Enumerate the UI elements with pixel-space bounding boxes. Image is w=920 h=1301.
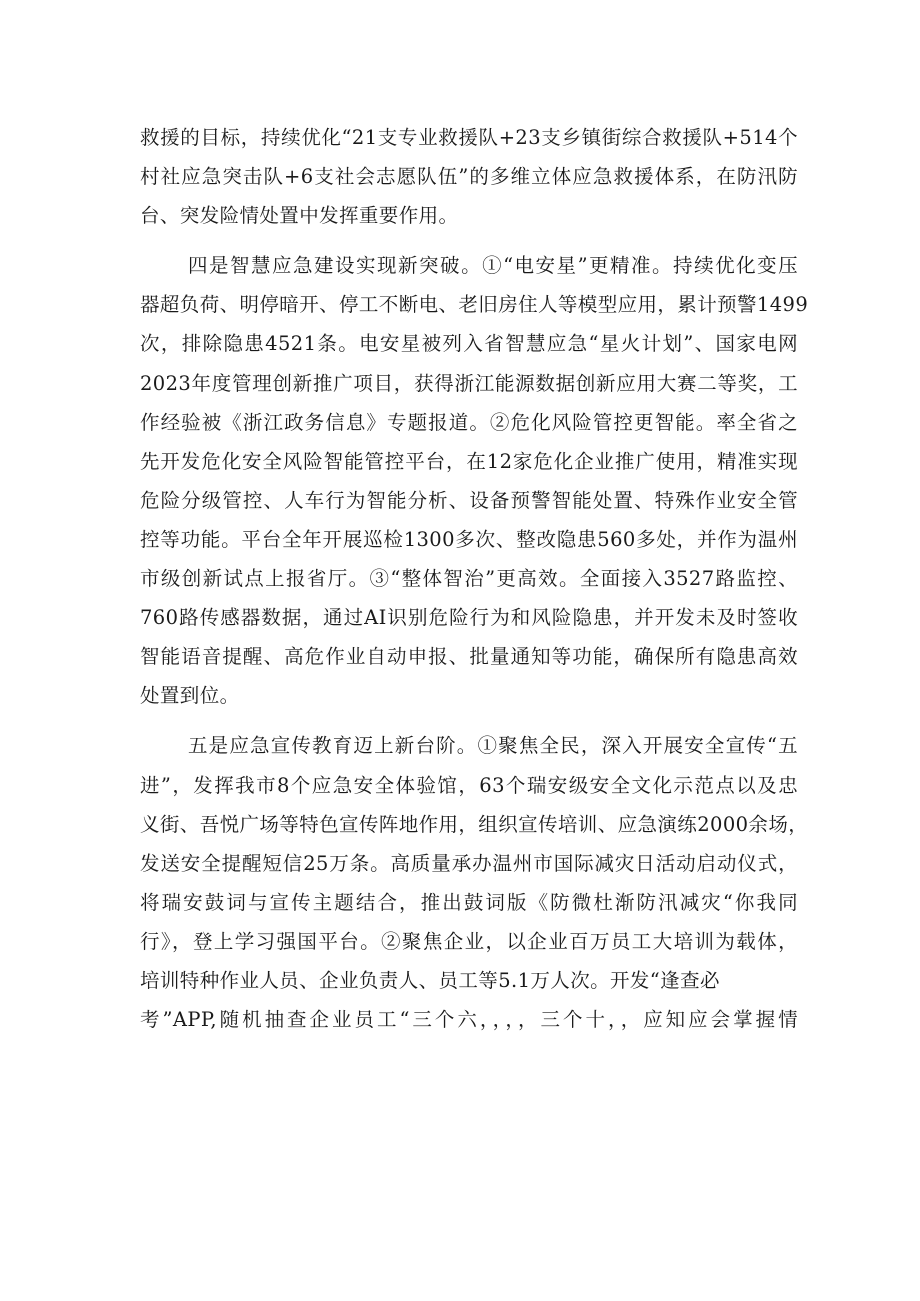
text-line: 义街、吾悦广场等特色宣传阵地作用，组织宣传培训、应急演练2000余场， <box>140 812 809 836</box>
text-line: 器超负荷、明停暗开、停工不断电、老旧房住人等模型应用，累计预警1499 <box>140 293 809 317</box>
paragraph-rescue-system <box>140 118 798 235</box>
text-line: 行》，登上学习强国平台。②聚焦企业，以企业百万员工大培训为载体， <box>140 929 798 953</box>
text-line: 控等功能。平台全年开展巡检1300多次、整改隐患560多处，并作为温州 <box>140 527 798 551</box>
text-line: 五是应急宣传教育迈上新台阶。①聚焦全民，深入开展安全宣传“五 <box>188 734 798 758</box>
paragraph-publicity-education <box>140 726 809 1039</box>
text-line: 危险分级管控、人车行为智能分析、设备预警智能处置、特殊作业安全管 <box>140 488 798 512</box>
text-line: 救援的目标，持续优化“21支专业救援队+23支乡镇街综合救援队+514个 <box>140 126 798 149</box>
text-line: 培训特种作业人员、企业负责人、员工等5.1万人次。开发“逢查必 <box>140 968 720 992</box>
text-line: 作经验被《浙江政务信息》专题报道。②危化风险管控更智能。率全省之 <box>140 410 798 434</box>
document-body <box>140 118 809 1039</box>
text-line: 智能语音提醒、高危作业自动申报、批量通知等功能，确保所有隐患高效 <box>140 645 798 669</box>
text-line: 处置到位。 <box>140 684 240 708</box>
text-line: 村社应急突击队+6支社会志愿队伍”的多维立体应急救援体系，在防汛防 <box>140 165 798 189</box>
text-line: 发送安全提醒短信25万条。高质量承办温州市国际减灾日活动启动仪式， <box>140 851 798 875</box>
paragraph-smart-emergency <box>140 246 809 715</box>
text-line: 2023年度管理创新推广项目，获得浙江能源数据创新应用大赛二等奖，工 <box>140 371 798 395</box>
paragraph-gap <box>140 235 798 246</box>
text-line: 将瑞安鼓词与宣传主题结合，推出鼓词版《防微杜渐防汛减灾“你我同 <box>140 890 798 914</box>
text-line: 四是智慧应急建设实现新突破。①“电安星”更精准。持续优化变压 <box>188 254 798 278</box>
text-line: 考”APP,随机抽查企业员工“三个六，，，，三个十，，应知应会掌握情 <box>140 1008 798 1032</box>
text-line: 台、突发险情处置中发挥重要作用。 <box>140 204 459 228</box>
text-line: 先开发危化安全风险智能管控平台，在12家危化企业推广使用，精准实现 <box>140 449 798 473</box>
paragraph-gap <box>140 715 798 726</box>
text-line: 市级创新试点上报省厅。③“整体智治”更高效。全面接入3527路监控、 <box>140 567 798 591</box>
text-line: 进”，发挥我市8个应急安全体验馆，63个瑞安级安全文化示范点以及忠 <box>140 773 798 797</box>
text-line: 760路传感器数据，通过AI识别危险行为和风险隐患，并开发未及时签收 <box>140 606 798 630</box>
text-line: 次，排除隐患4521条。电安星被列入省智慧应急“星火计划”、国家电网 <box>140 332 798 356</box>
